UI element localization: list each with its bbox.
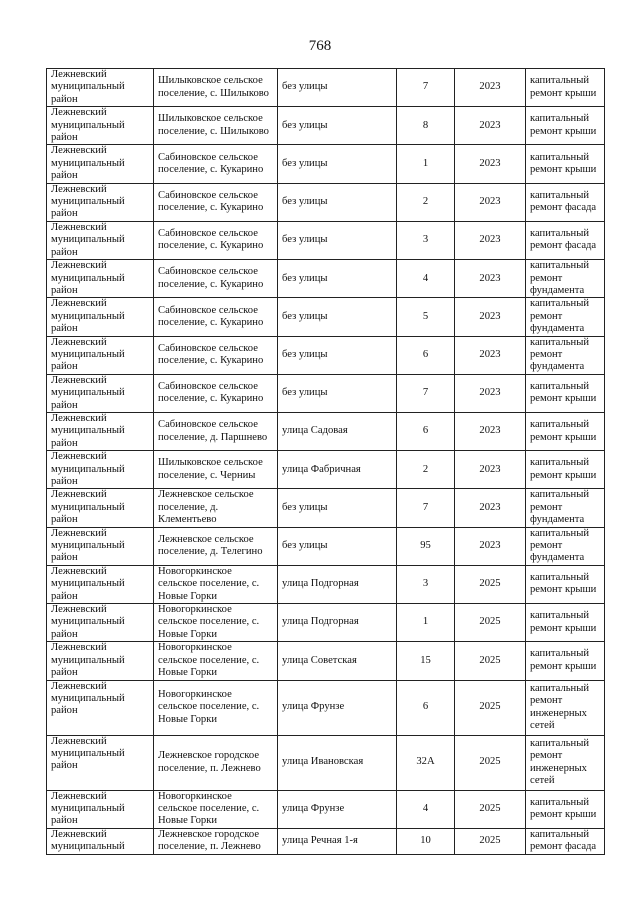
table-row: [47, 260, 605, 298]
house-number-cell: 4: [397, 260, 455, 298]
settlement-cell: Сабиновское сельское поселение, с. Кукарино: [154, 145, 278, 183]
table-row: [47, 680, 605, 735]
table-row: [47, 412, 605, 450]
year-cell: 2023: [455, 69, 526, 107]
year-cell: 2023: [455, 260, 526, 298]
year-cell: 2023: [455, 145, 526, 183]
table-row: [47, 221, 605, 259]
street-cell: улица Фабричная: [278, 451, 397, 489]
work-type-cell: капитальный ремонт фундамента: [526, 298, 605, 336]
year-cell: 2025: [455, 565, 526, 603]
district-cell: Лежневский муниципальный район: [47, 527, 154, 565]
table-row: [47, 298, 605, 336]
work-type-cell: капитальный ремонт инженерных сетей: [526, 680, 605, 735]
work-type-cell: капитальный ремонт фасада: [526, 221, 605, 259]
street-cell: улица Речная 1-я: [278, 828, 397, 854]
street-cell: без улицы: [278, 298, 397, 336]
table-row: [47, 145, 605, 183]
house-number-cell: 5: [397, 298, 455, 336]
work-type-cell: капитальный ремонт фасада: [526, 828, 605, 854]
district-cell: Лежневский муниципальный район: [47, 412, 154, 450]
house-number-cell: 7: [397, 374, 455, 412]
work-type-cell: капитальный ремонт крыши: [526, 412, 605, 450]
page-number: 768: [308, 38, 332, 54]
house-number-cell: 4: [397, 790, 455, 828]
street-cell: без улицы: [278, 107, 397, 145]
settlement-cell: Шилыковское сельское поселение, с. Шилыково: [154, 69, 278, 107]
settlement-cell: Сабиновское сельское поселение, д. Паршнево: [154, 412, 278, 450]
work-type-cell: капитальный ремонт крыши: [526, 565, 605, 603]
settlement-cell: Сабиновское сельское поселение, с. Кукарино: [154, 221, 278, 259]
year-cell: 2023: [455, 527, 526, 565]
work-type-cell: капитальный ремонт крыши: [526, 604, 605, 642]
settlement-cell: Шилыковское сельское поселение, с. Черниы: [154, 451, 278, 489]
settlement-cell: Лежневское сельское поселение, д. Клементьево: [154, 489, 278, 527]
street-cell: улица Подгорная: [278, 565, 397, 603]
settlement-cell: Сабиновское сельское поселение, с. Кукарино: [154, 298, 278, 336]
table-row: [47, 828, 605, 854]
year-cell: 2023: [455, 374, 526, 412]
year-cell: 2023: [455, 451, 526, 489]
work-type-cell: капитальный ремонт крыши: [526, 642, 605, 680]
table-row: [47, 565, 605, 603]
street-cell: без улицы: [278, 221, 397, 259]
settlement-cell: Сабиновское сельское поселение, с. Кукарино: [154, 336, 278, 374]
year-cell: 2025: [455, 642, 526, 680]
street-cell: без улицы: [278, 183, 397, 221]
house-number-cell: 7: [397, 69, 455, 107]
district-cell: Лежневский муниципальный район: [47, 604, 154, 642]
year-cell: 2025: [455, 735, 526, 790]
table-row: [47, 489, 605, 527]
table-row: [47, 451, 605, 489]
year-cell: 2023: [455, 336, 526, 374]
year-cell: 2025: [455, 790, 526, 828]
house-number-cell: 6: [397, 680, 455, 735]
street-cell: без улицы: [278, 489, 397, 527]
work-type-cell: капитальный ремонт фундамента: [526, 527, 605, 565]
house-number-cell: 2: [397, 183, 455, 221]
settlement-cell: Новогоркинское сельское поселение, с. Новые Горки: [154, 604, 278, 642]
street-cell: улица Фрунзе: [278, 680, 397, 735]
work-type-cell: капитальный ремонт фундамента: [526, 336, 605, 374]
district-cell: Лежневский муниципальный район: [47, 790, 154, 828]
district-cell: Лежневский муниципальный район: [47, 260, 154, 298]
year-cell: 2023: [455, 298, 526, 336]
district-cell: Лежневский муниципальный район: [47, 69, 154, 107]
street-cell: без улицы: [278, 69, 397, 107]
street-cell: без улицы: [278, 336, 397, 374]
house-number-cell: 7: [397, 489, 455, 527]
district-cell: Лежневский муниципальный район: [47, 451, 154, 489]
house-number-cell: 6: [397, 336, 455, 374]
street-cell: без улицы: [278, 374, 397, 412]
year-cell: 2025: [455, 828, 526, 854]
district-cell: Лежневский муниципальный район: [47, 565, 154, 603]
house-number-cell: 15: [397, 642, 455, 680]
district-cell: Лежневский муниципальный район: [47, 107, 154, 145]
street-cell: без улицы: [278, 260, 397, 298]
district-cell: Лежневский муниципальный район: [47, 642, 154, 680]
work-type-cell: капитальный ремонт крыши: [526, 145, 605, 183]
house-number-cell: 3: [397, 221, 455, 259]
settlement-cell: Лежневское городское поселение, п. Лежнево: [154, 828, 278, 854]
work-type-cell: капитальный ремонт крыши: [526, 107, 605, 145]
settlement-cell: Лежневское сельское поселение, д. Телегино: [154, 527, 278, 565]
settlement-cell: Новогоркинское сельское поселение, с. Новые Горки: [154, 642, 278, 680]
repair-schedule-table: [46, 68, 605, 855]
district-cell: Лежневский муниципальный район: [47, 336, 154, 374]
settlement-cell: Новогоркинское сельское поселение, с. Новые Горки: [154, 790, 278, 828]
table-row: [47, 527, 605, 565]
district-cell: Лежневский муниципальный район: [47, 374, 154, 412]
work-type-cell: капитальный ремонт фундамента: [526, 489, 605, 527]
table-row: [47, 604, 605, 642]
district-cell: Лежневский муниципальный район: [47, 221, 154, 259]
year-cell: 2023: [455, 107, 526, 145]
settlement-cell: Шилыковское сельское поселение, с. Шилыково: [154, 107, 278, 145]
year-cell: 2023: [455, 412, 526, 450]
year-cell: 2025: [455, 680, 526, 735]
table-row: [47, 336, 605, 374]
work-type-cell: капитальный ремонт крыши: [526, 790, 605, 828]
district-cell: Лежневский муниципальный район: [47, 680, 154, 735]
table-row: [47, 790, 605, 828]
house-number-cell: 1: [397, 604, 455, 642]
settlement-cell: Новогоркинское сельское поселение, с. Новые Горки: [154, 565, 278, 603]
table-row: [47, 735, 605, 790]
work-type-cell: капитальный ремонт крыши: [526, 451, 605, 489]
work-type-cell: капитальный ремонт фасада: [526, 183, 605, 221]
house-number-cell: 3: [397, 565, 455, 603]
work-type-cell: капитальный ремонт крыши: [526, 69, 605, 107]
year-cell: 2025: [455, 604, 526, 642]
district-cell: Лежневский муниципальный: [47, 828, 154, 854]
district-cell: Лежневский муниципальный район: [47, 489, 154, 527]
street-cell: улица Ивановская: [278, 735, 397, 790]
table-row: [47, 69, 605, 107]
settlement-cell: Сабиновское сельское поселение, с. Кукарино: [154, 183, 278, 221]
street-cell: улица Фрунзе: [278, 790, 397, 828]
street-cell: улица Подгорная: [278, 604, 397, 642]
year-cell: 2023: [455, 489, 526, 527]
settlement-cell: Сабиновское сельское поселение, с. Кукарино: [154, 260, 278, 298]
table-row: [47, 107, 605, 145]
house-number-cell: 6: [397, 412, 455, 450]
work-type-cell: капитальный ремонт крыши: [526, 374, 605, 412]
district-cell: Лежневский муниципальный район: [47, 183, 154, 221]
house-number-cell: 8: [397, 107, 455, 145]
district-cell: Лежневский муниципальный район: [47, 735, 154, 790]
street-cell: без улицы: [278, 527, 397, 565]
work-type-cell: капитальный ремонт инженерных сетей: [526, 735, 605, 790]
house-number-cell: 1: [397, 145, 455, 183]
house-number-cell: 32А: [397, 735, 455, 790]
street-cell: улица Советская: [278, 642, 397, 680]
table-row: [47, 183, 605, 221]
house-number-cell: 10: [397, 828, 455, 854]
work-type-cell: капитальный ремонт фундамента: [526, 260, 605, 298]
settlement-cell: Лежневское городское поселение, п. Лежнево: [154, 735, 278, 790]
table-row: [47, 642, 605, 680]
year-cell: 2023: [455, 183, 526, 221]
house-number-cell: 95: [397, 527, 455, 565]
settlement-cell: Новогоркинское сельское поселение, с. Новые Горки: [154, 680, 278, 735]
year-cell: 2023: [455, 221, 526, 259]
district-cell: Лежневский муниципальный район: [47, 145, 154, 183]
house-number-cell: 2: [397, 451, 455, 489]
table-row: [47, 374, 605, 412]
district-cell: Лежневский муниципальный район: [47, 298, 154, 336]
settlement-cell: Сабиновское сельское поселение, с. Кукарино: [154, 374, 278, 412]
street-cell: без улицы: [278, 145, 397, 183]
street-cell: улица Садовая: [278, 412, 397, 450]
